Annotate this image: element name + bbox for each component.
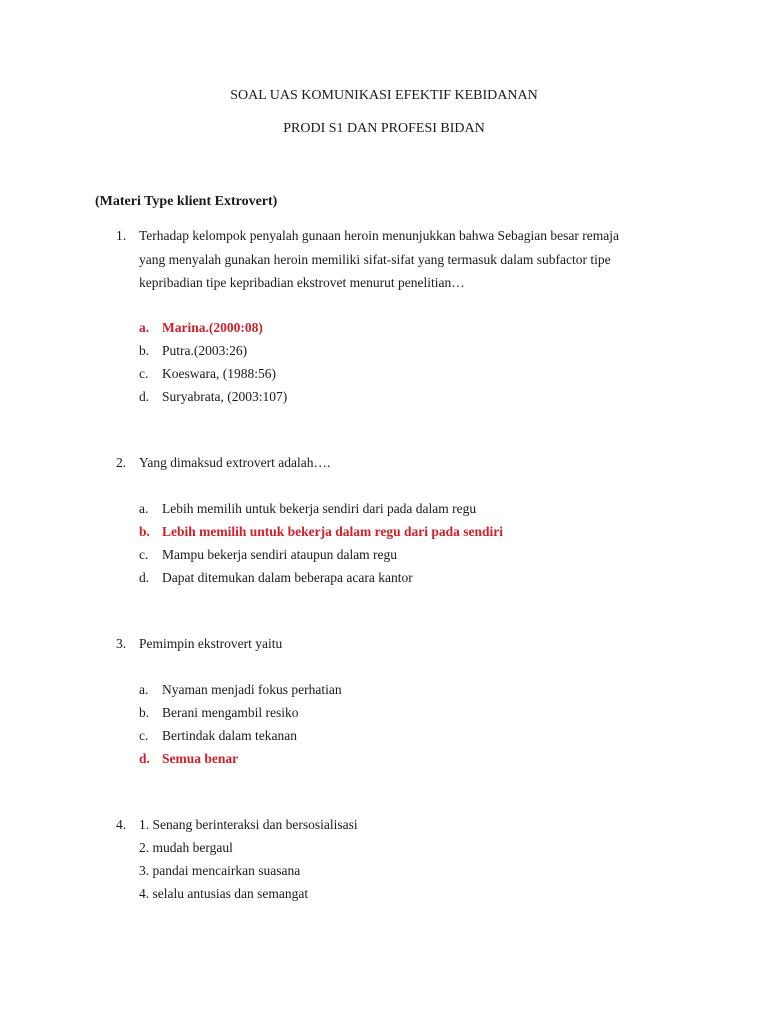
- question-number: 4.: [116, 817, 127, 832]
- option-letter: d.: [139, 570, 150, 585]
- option-text: Dapat ditemukan dalam beberapa acara kantor: [162, 570, 413, 585]
- question-text-line: yang menyalah gunakan heroin memiliki sifat-sifat yang termasuk dalam subfactor tipe: [139, 252, 611, 267]
- option-text: Mampu bekerja sendiri ataupun dalam regu: [162, 547, 398, 562]
- question-number: 3.: [116, 636, 127, 651]
- option-letter: d.: [139, 389, 150, 404]
- option-text: Putra.(2003:26): [162, 343, 248, 358]
- question-number: 2.: [116, 455, 127, 470]
- question-text-line: kepribadian tipe kepribadian ekstrovet menurut penelitian…: [139, 275, 465, 290]
- option-letter: c.: [139, 366, 149, 381]
- option-letter: c.: [139, 547, 149, 562]
- statement-line: 3. pandai mencairkan suasana: [139, 863, 301, 878]
- question-text-line: Pemimpin ekstrovert yaitu: [139, 636, 283, 651]
- statement-line: 1. Senang berinteraksi dan bersosialisasi: [139, 817, 358, 832]
- question-number: 1.: [116, 228, 127, 243]
- option-text-correct: Marina.(2000:08): [162, 320, 263, 335]
- option-text: Nyaman menjadi fokus perhatian: [162, 682, 342, 697]
- option-letter: b.: [139, 343, 150, 358]
- option-text: Suryabrata, (2003:107): [162, 389, 288, 404]
- document-subtitle: PRODI S1 DAN PROFESI BIDAN: [283, 121, 485, 136]
- option-text: Berani mengambil resiko: [162, 705, 299, 720]
- option-letter: a.: [139, 501, 149, 516]
- option-text: Bertindak dalam tekanan: [162, 728, 297, 743]
- option-letter: b.: [139, 524, 150, 539]
- statement-line: 4. selalu antusias dan semangat: [139, 886, 309, 901]
- section-heading: (Materi Type klient Extrovert): [95, 194, 278, 209]
- option-text: Lebih memilih untuk bekerja sendiri dari pada dalam regu: [162, 501, 477, 516]
- option-letter: c.: [139, 728, 149, 743]
- option-letter: b.: [139, 705, 150, 720]
- option-text-correct: Semua benar: [162, 751, 239, 766]
- option-letter: d.: [139, 751, 150, 766]
- option-letter: a.: [139, 320, 150, 335]
- document-title: SOAL UAS KOMUNIKASI EFEKTIF KEBIDANAN: [230, 88, 538, 103]
- option-text-correct: Lebih memilih untuk bekerja dalam regu dari pada sendiri: [162, 524, 504, 539]
- option-letter: a.: [139, 682, 149, 697]
- question-text-line: Terhadap kelompok penyalah gunaan heroin menunjukkan bahwa Sebagian besar remaja: [139, 228, 620, 243]
- statement-line: 2. mudah bergaul: [139, 840, 233, 855]
- option-text: Koeswara, (1988:56): [162, 366, 276, 381]
- question-text-line: Yang dimaksud extrovert adalah….: [139, 455, 331, 470]
